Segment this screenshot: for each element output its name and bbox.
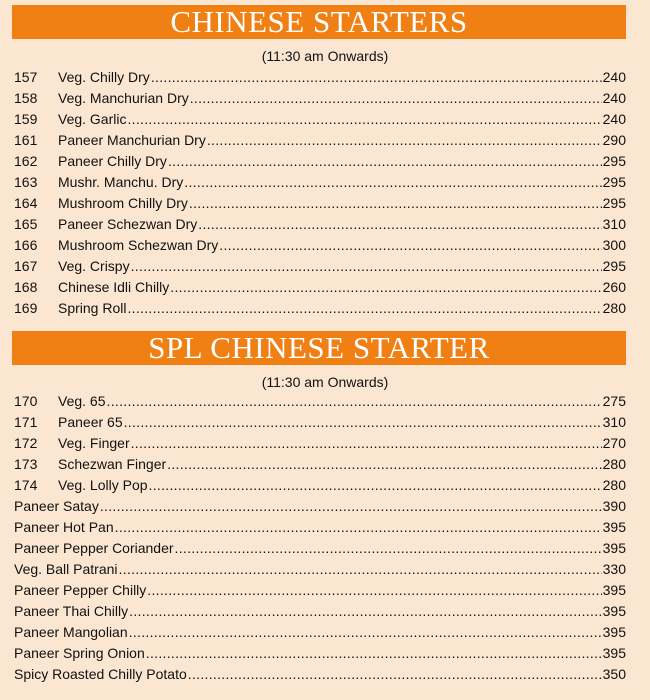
leader-dots bbox=[127, 111, 601, 127]
menu-item bbox=[14, 279, 626, 300]
leader-dots bbox=[115, 519, 602, 535]
item-name: Schezwan Finger bbox=[58, 456, 167, 472]
item-number: 158 bbox=[14, 90, 38, 106]
item-price: 280 bbox=[602, 300, 626, 316]
item-price: 295 bbox=[602, 195, 626, 211]
leader-dots bbox=[168, 153, 602, 169]
item-price: 395 bbox=[602, 519, 626, 535]
item-name: Veg. Garlic bbox=[58, 111, 127, 127]
menu-item bbox=[14, 519, 626, 540]
item-price: 270 bbox=[602, 435, 626, 451]
item-name: Veg. Finger bbox=[58, 435, 130, 451]
menu-item bbox=[14, 582, 626, 603]
item-price: 390 bbox=[602, 498, 626, 514]
leader-dots bbox=[107, 393, 602, 409]
menu-item bbox=[14, 540, 626, 561]
menu-item bbox=[14, 561, 626, 582]
item-number: 166 bbox=[14, 237, 38, 253]
item-price: 395 bbox=[602, 540, 626, 556]
item-name: Veg. Lolly Pop bbox=[58, 477, 148, 493]
menu-item bbox=[14, 624, 626, 645]
item-price: 290 bbox=[602, 132, 626, 148]
menu-item bbox=[14, 645, 626, 666]
item-number: 173 bbox=[14, 456, 38, 472]
menu-item bbox=[14, 153, 626, 174]
item-number: 157 bbox=[14, 69, 38, 85]
item-name: Paneer Pepper Coriander bbox=[14, 540, 174, 556]
item-price: 310 bbox=[602, 216, 626, 232]
item-name: Veg. Ball Patrani bbox=[14, 561, 118, 577]
leader-dots bbox=[151, 69, 602, 85]
item-name: Spring Roll bbox=[58, 300, 127, 316]
menu-item bbox=[14, 393, 626, 414]
menu-item bbox=[14, 258, 626, 279]
item-name: Veg. Manchurian Dry bbox=[58, 90, 189, 106]
leader-dots bbox=[190, 90, 602, 106]
leader-dots bbox=[119, 561, 602, 577]
item-price: 310 bbox=[602, 414, 626, 430]
leader-dots bbox=[184, 174, 601, 190]
leader-dots bbox=[149, 477, 602, 493]
item-name: Mushr. Manchu. Dry bbox=[58, 174, 184, 190]
item-name: Veg. Crispy bbox=[58, 258, 130, 274]
menu-item bbox=[14, 69, 626, 90]
item-name: Paneer Hot Pan bbox=[14, 519, 114, 535]
menu-item bbox=[14, 666, 626, 687]
leader-dots bbox=[175, 540, 602, 556]
item-number: 174 bbox=[14, 477, 38, 493]
item-number: 170 bbox=[14, 393, 38, 409]
item-name: Veg. 65 bbox=[58, 393, 106, 409]
menu-item bbox=[14, 216, 626, 237]
item-number: 163 bbox=[14, 174, 38, 190]
leader-dots bbox=[188, 666, 602, 682]
item-price: 330 bbox=[602, 561, 626, 577]
item-number: 167 bbox=[14, 258, 38, 274]
leader-dots bbox=[189, 195, 602, 211]
item-number: 169 bbox=[14, 300, 38, 316]
item-price: 395 bbox=[602, 582, 626, 598]
leader-dots bbox=[127, 300, 601, 316]
item-name: Paneer Manchurian Dry bbox=[58, 132, 206, 148]
section-title-chinese-starters: CHINESE STARTERS bbox=[12, 5, 626, 39]
item-name: Veg. Chilly Dry bbox=[58, 69, 150, 85]
item-name: Paneer Spring Onion bbox=[14, 645, 145, 661]
item-price: 240 bbox=[602, 90, 626, 106]
item-price: 280 bbox=[602, 477, 626, 493]
menu-item bbox=[14, 90, 626, 111]
leader-dots bbox=[131, 258, 602, 274]
item-name: Spicy Roasted Chilly Potato bbox=[14, 666, 187, 682]
item-price: 240 bbox=[602, 69, 626, 85]
item-price: 295 bbox=[602, 174, 626, 190]
item-number: 162 bbox=[14, 153, 38, 169]
menu-item bbox=[14, 498, 626, 519]
item-price: 395 bbox=[602, 645, 626, 661]
leader-dots bbox=[129, 624, 602, 640]
leader-dots bbox=[207, 132, 602, 148]
section-timing: (11:30 am Onwards) bbox=[261, 48, 389, 64]
leader-dots bbox=[147, 582, 601, 598]
leader-dots bbox=[198, 216, 601, 232]
leader-dots bbox=[124, 414, 602, 430]
menu-item bbox=[14, 111, 626, 132]
item-number: 164 bbox=[14, 195, 38, 211]
item-name: Paneer 65 bbox=[58, 414, 123, 430]
item-number: 172 bbox=[14, 435, 38, 451]
item-name: Mushroom Chilly Dry bbox=[58, 195, 188, 211]
item-name: Paneer Pepper Chilly bbox=[14, 582, 147, 598]
section-timing: (11:30 am Onwards) bbox=[261, 374, 389, 390]
item-name: Paneer Chilly Dry bbox=[58, 153, 167, 169]
item-price: 295 bbox=[602, 258, 626, 274]
menu-item bbox=[14, 300, 626, 321]
item-price: 300 bbox=[602, 237, 626, 253]
menu-item bbox=[14, 456, 626, 477]
leader-dots bbox=[131, 435, 602, 451]
leader-dots bbox=[170, 279, 601, 295]
menu-item bbox=[14, 174, 626, 195]
item-price: 350 bbox=[602, 666, 626, 682]
leader-dots bbox=[146, 645, 602, 661]
item-price: 280 bbox=[602, 456, 626, 472]
item-number: 159 bbox=[14, 111, 38, 127]
leader-dots bbox=[129, 603, 602, 619]
menu-item bbox=[14, 435, 626, 456]
menu-item bbox=[14, 132, 626, 153]
item-number: 165 bbox=[14, 216, 38, 232]
item-name: Paneer Thai Chilly bbox=[14, 603, 129, 619]
item-name: Paneer Mangolian bbox=[14, 624, 128, 640]
item-price: 240 bbox=[602, 111, 626, 127]
leader-dots bbox=[167, 456, 601, 472]
item-price: 295 bbox=[602, 153, 626, 169]
item-name: Chinese Idli Chilly bbox=[58, 279, 170, 295]
item-number: 168 bbox=[14, 279, 38, 295]
menu-item bbox=[14, 603, 626, 624]
item-price: 395 bbox=[602, 624, 626, 640]
menu-item bbox=[14, 195, 626, 216]
item-price: 395 bbox=[602, 603, 626, 619]
item-price: 275 bbox=[602, 393, 626, 409]
menu-item bbox=[14, 477, 626, 498]
item-price: 260 bbox=[602, 279, 626, 295]
section-title-spl-chinese-starter: SPL CHINESE STARTER bbox=[12, 331, 626, 365]
leader-dots bbox=[219, 237, 601, 253]
item-name: Paneer Satay bbox=[14, 498, 99, 514]
item-number: 161 bbox=[14, 132, 38, 148]
item-name: Paneer Schezwan Dry bbox=[58, 216, 198, 232]
leader-dots bbox=[100, 498, 602, 514]
menu-item bbox=[14, 414, 626, 435]
item-number: 171 bbox=[14, 414, 38, 430]
menu-item bbox=[14, 237, 626, 258]
item-name: Mushroom Schezwan Dry bbox=[58, 237, 219, 253]
